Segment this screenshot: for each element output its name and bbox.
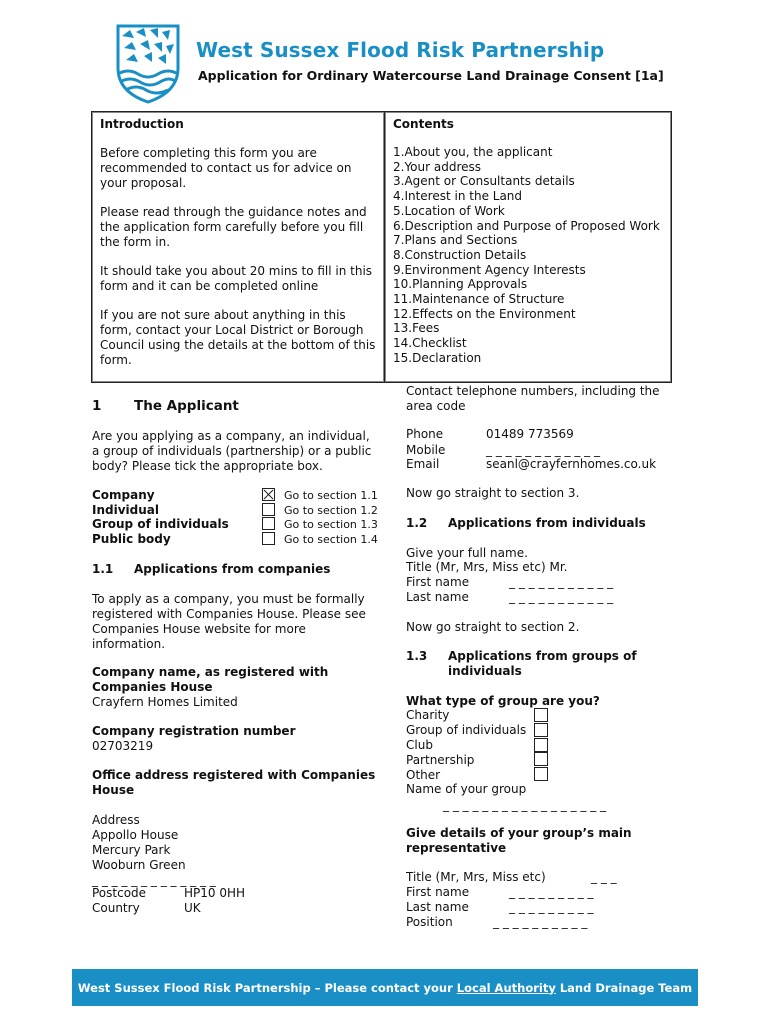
option-label-group: Group of individuals xyxy=(92,517,229,531)
section-1-number: 1 xyxy=(92,398,102,414)
intro-paragraph-4: If you are not sure about anything in this form, contact your Local District or Borough Council using the details at the bottom of this form. xyxy=(100,308,376,367)
rep-last-name-label: Last name xyxy=(406,900,469,914)
group-name-label: Name of your group xyxy=(406,782,527,796)
list-item: Other xyxy=(406,768,441,782)
list-item: 5.Location of Work xyxy=(393,203,505,218)
section-1-3-title: Applications from groups of individuals xyxy=(448,649,637,678)
list-item: 13.Fees xyxy=(393,321,440,336)
rep-last-name-field[interactable]: _ _ _ _ _ _ _ _ _ xyxy=(509,900,594,914)
address-field[interactable]: Address Appollo House Mercury Park Wooburn Green _ _ _ _ _ _ _ _ _ _ _ _ _ xyxy=(92,813,216,887)
contents-box xyxy=(384,111,672,383)
list-item: Charity xyxy=(406,708,450,722)
list-item: 6.Description and Purpose of Proposed Work xyxy=(393,218,660,233)
charity-checkbox[interactable] xyxy=(534,708,548,722)
first-name-field[interactable]: _ _ _ _ _ _ _ _ _ _ _ xyxy=(509,575,614,589)
rep-position-label: Position xyxy=(406,915,453,929)
contact-intro: Contact telephone numbers, including the area code xyxy=(406,384,660,413)
mobile-label: Mobile xyxy=(406,443,446,457)
reg-number-field[interactable]: 02703219 xyxy=(92,739,154,753)
intro-paragraph-2: Please read through the guidance notes and the application form carefully before you fill the form in. xyxy=(100,205,367,249)
flood-partnership-logo-icon xyxy=(112,22,184,104)
rep-position-field[interactable]: _ _ _ _ _ _ _ _ _ _ xyxy=(493,915,588,929)
group-individuals-checkbox[interactable] xyxy=(534,723,548,737)
group-checkbox[interactable] xyxy=(262,517,275,530)
list-item: 8.Construction Details xyxy=(393,247,527,262)
company-checkbox[interactable] xyxy=(262,488,275,501)
list-item: 3.Agent or Consultants details xyxy=(393,174,575,189)
public-body-checkbox[interactable] xyxy=(262,532,275,545)
rep-title-label: Title (Mr, Mrs, Miss etc) xyxy=(406,870,546,884)
intro-paragraph-1: Before completing this form you are recommended to contact us for advice on your proposal. xyxy=(100,146,352,190)
contents-heading: Contents xyxy=(393,117,454,131)
first-name-label: First name xyxy=(406,575,470,589)
country-field[interactable]: UK xyxy=(184,901,201,915)
section-1-2-title: Applications from individuals xyxy=(448,516,646,530)
list-item: 1.About you, the applicant xyxy=(393,145,553,159)
club-checkbox[interactable] xyxy=(534,738,548,752)
list-item: 2.Your address xyxy=(393,159,482,174)
applicant-question: Are you applying as a company, an individual, a group of individuals (partnership) or a public body? Please tick the appropriate box. xyxy=(92,429,372,473)
option-label-public-body: Public body xyxy=(92,532,171,546)
section-1-1-number: 1.1 xyxy=(92,562,114,576)
reg-number-label: Company registration number xyxy=(92,724,296,738)
footer-banner xyxy=(72,969,698,1006)
partnership-checkbox[interactable] xyxy=(534,752,548,766)
option-label-individual: Individual xyxy=(92,503,159,517)
document-title: West Sussex Flood Risk Partnership xyxy=(196,38,605,62)
rep-title-field[interactable]: _ _ _ xyxy=(591,870,617,884)
section-1-2-number: 1.2 xyxy=(406,516,428,530)
list-item: 7.Plans and Sections xyxy=(393,233,518,248)
goto-section-1-2: Go to section 1.2 xyxy=(284,504,378,517)
office-address-label: Office address registered with Companies House xyxy=(92,768,376,797)
goto-section-1-1: Go to section 1.1 xyxy=(284,489,378,502)
list-item: 12.Effects on the Environment xyxy=(393,306,576,321)
contents-list xyxy=(393,145,660,366)
mobile-field[interactable]: _ _ _ _ _ _ _ _ _ _ _ _ xyxy=(486,443,600,457)
rep-first-name-field[interactable]: _ _ _ _ _ _ _ _ _ xyxy=(509,885,594,899)
full-name-prompt: Give your full name. xyxy=(406,546,528,560)
phone-label: Phone xyxy=(406,427,444,441)
group-type-list xyxy=(406,708,526,783)
option-label-company: Company xyxy=(92,488,155,502)
phone-field[interactable]: 01489 773569 xyxy=(486,427,574,441)
postcode-label: Postcode xyxy=(92,886,147,900)
list-item: Club xyxy=(406,738,433,752)
list-item: 15.Declaration xyxy=(393,350,482,365)
section-1-title: The Applicant xyxy=(134,398,239,414)
last-name-label: Last name xyxy=(406,590,469,604)
document-subtitle: Application for Ordinary Watercourse Land Drainage Consent [1a] xyxy=(198,68,664,83)
goto-section-1-4: Go to section 1.4 xyxy=(284,533,378,546)
list-item: Group of individuals xyxy=(406,723,527,737)
goto-section-1-3: Go to section 1.3 xyxy=(284,518,378,531)
list-item: 14.Checklist xyxy=(393,336,467,351)
email-field[interactable]: seanl@crayfernhomes.co.uk xyxy=(486,457,657,471)
next-section-2: Now go straight to section 2. xyxy=(406,620,580,634)
list-item: 11.Maintenance of Structure xyxy=(393,292,565,307)
representative-label: Give details of your group’s main representative xyxy=(406,826,632,855)
section-1-1-title: Applications from companies xyxy=(134,562,331,576)
postcode-field[interactable]: HP10 0HH xyxy=(184,886,246,900)
intro-paragraph-3: It should take you about 20 mins to fill in this form and it can be completed online xyxy=(100,264,373,293)
list-item: 10.Planning Approvals xyxy=(393,277,528,292)
footer-text-start: West Sussex Flood Risk Partnership – Please contact your xyxy=(77,980,453,995)
title-field[interactable]: Title (Mr, Mrs, Miss etc) Mr. xyxy=(406,560,568,574)
introduction-box xyxy=(91,111,385,383)
companies-house-text: To apply as a company, you must be formally registered with Companies House. Please see Companies House website for more information. xyxy=(92,592,366,651)
local-authority-link[interactable]: Local Authority xyxy=(456,980,556,995)
introduction-heading: Introduction xyxy=(100,117,184,131)
list-item: 4.Interest in the Land xyxy=(393,189,523,204)
email-label: Email xyxy=(406,457,440,471)
footer-text-end: Land Drainage Team xyxy=(559,980,693,995)
next-section-3: Now go straight to section 3. xyxy=(406,486,580,500)
company-name-field[interactable]: Crayfern Homes Limited xyxy=(92,695,238,709)
group-type-question: What type of group are you? xyxy=(406,694,600,708)
last-name-field[interactable]: _ _ _ _ _ _ _ _ _ _ _ xyxy=(509,590,614,604)
country-label: Country xyxy=(92,901,140,915)
company-name-label: Company name, as registered with Companies House xyxy=(92,665,329,694)
individual-checkbox[interactable] xyxy=(262,503,275,516)
section-1-3-number: 1.3 xyxy=(406,649,428,663)
list-item: Partnership xyxy=(406,753,475,767)
rep-first-name-label: First name xyxy=(406,885,470,899)
other-checkbox[interactable] xyxy=(534,767,548,781)
group-name-field[interactable]: _ _ _ _ _ _ _ _ _ _ _ _ _ _ _ _ _ xyxy=(443,798,607,812)
list-item: 9.Environment Agency Interests xyxy=(393,262,586,277)
